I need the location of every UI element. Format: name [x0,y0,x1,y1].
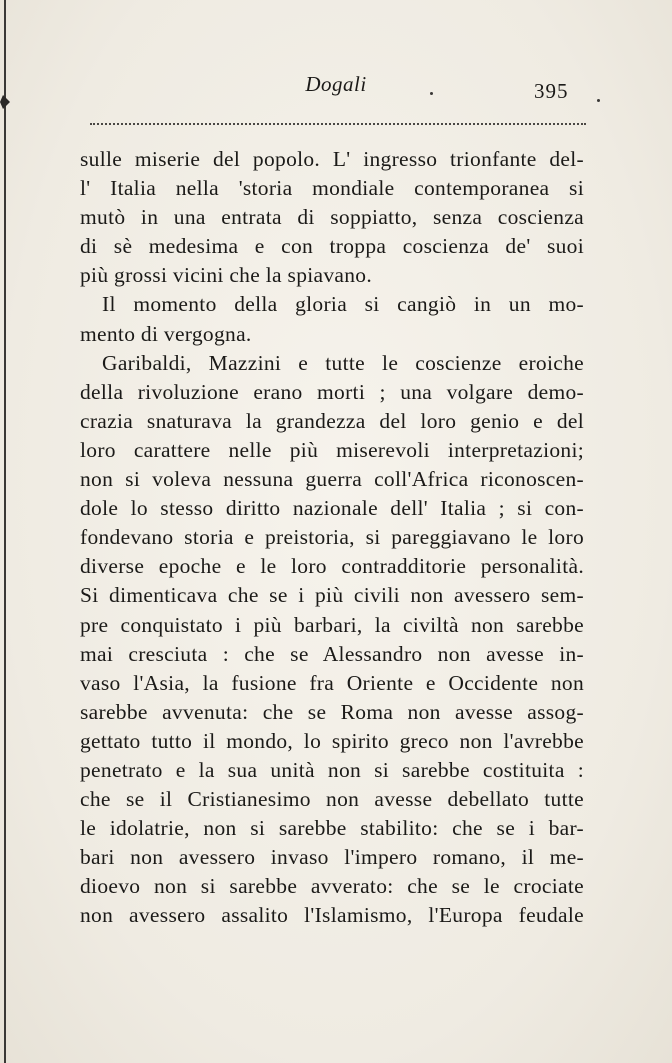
text-line: mento di vergogna. [80,321,252,346]
text-line: mai cresciuta : che se Alessandro non avesse in- [80,641,584,666]
text-line: mutò in una entrata di soppiatto, senza coscienza [80,205,584,230]
text-line: Garibaldi, Mazzini e tutte le coscienze eroiche [102,350,584,375]
text-line: Il momento della gloria si cangiò in un mo- [102,292,584,317]
text-line: di sè medesima e con troppa coscienza de' suoi [80,234,584,259]
header-rule [90,123,586,125]
text-line: crazia snaturava la grandezza del loro genio e del [80,408,584,433]
text-line: fondevano storia e preistoria, si pareggiavano le loro [80,525,584,550]
text-line: diverse epoche e le loro contradditorie personalità. [80,554,584,579]
print-speck [430,92,433,95]
body-text [80,145,584,931]
running-title: Dogali [305,72,367,96]
text-line: l' Italia nella 'storia mondiale contemporanea si [80,176,584,201]
text-line: più grossi vicini che la spiavano. [80,263,373,288]
text-line: non avessero assalito l'Islamismo, l'Europa feudale [80,903,584,928]
text-line: loro carattere nelle più miserevoli interpretazioni; [80,437,584,462]
text-line: bari non avessero invaso l'impero romano, il me- [80,845,584,870]
binding-mark [0,95,10,109]
page-binding-edge [4,0,6,1063]
print-speck [597,99,600,102]
text-line: non si voleva nessuna guerra coll'Africa riconoscen- [80,467,584,492]
text-line: della rivoluzione erano morti ; una volgare demo- [80,379,584,404]
text-line: Si dimenticava che se i più civili non avessero sem- [80,583,584,608]
text-line: penetrato e la sua unità non si sarebbe costituita : [80,757,584,782]
text-line: gettato tutto il mondo, lo spirito greco non l'avrebbe [80,728,584,753]
text-line: dole lo stesso diritto nazionale dell' Italia ; si con- [80,496,584,521]
text-line: vaso l'Asia, la fusione fra Oriente e Occidente non [80,670,584,695]
text-line: dioevo non si sarebbe avverato: che se le crociate [80,874,584,899]
text-line: le idolatrie, non si sarebbe stabilito: che se i bar- [80,816,584,841]
page-number: 395 [534,79,569,103]
text-line: sarebbe avvenuta: che se Roma non avesse assog- [80,699,584,724]
text-line: sulle miserie del popolo. L' ingresso trionfante del- [80,147,584,171]
text-line: che se il Cristianesimo non avesse debellato tutte [80,787,584,812]
text-line: pre conquistato i più barbari, la civiltà non sarebbe [80,612,584,637]
